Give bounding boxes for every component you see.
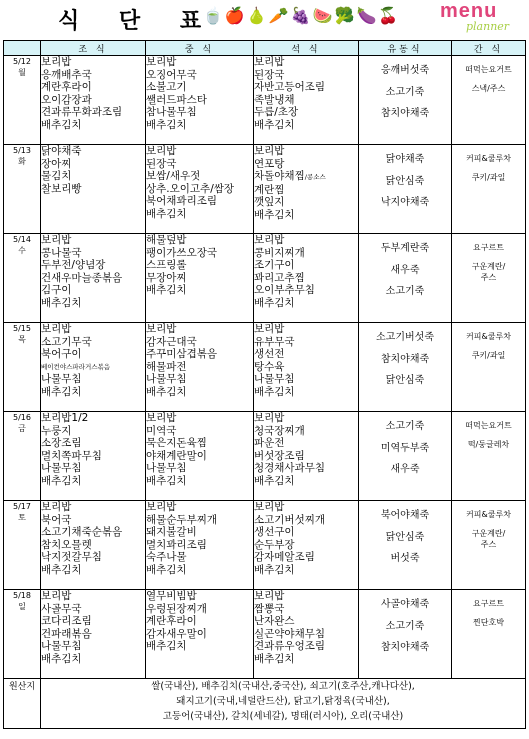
dish: 보리밥: [254, 590, 285, 602]
snack-item: 커피&쿨루차: [466, 154, 511, 163]
logo-text-planner: planner: [466, 20, 510, 33]
dish: 꽈리고추찜: [254, 271, 305, 284]
lunch-cell: [146, 590, 254, 679]
dish: 오이부추무침: [254, 284, 315, 297]
dish: 보리밥: [254, 323, 285, 335]
dish: 감자새우말이: [146, 627, 207, 640]
dish: 무장아찌: [146, 271, 187, 284]
table-row: [4, 412, 526, 501]
dish: 생선전: [254, 348, 285, 361]
dish: 사골무국: [41, 602, 82, 615]
liquid-item: 두부계란죽: [380, 243, 430, 254]
snack-item: 요구르트: [473, 599, 504, 608]
day-cell: [4, 412, 41, 501]
dish: 해물순두부찌개: [146, 513, 218, 526]
dish: 배추김치: [41, 118, 82, 131]
breakfast-cell: [41, 234, 146, 323]
dinner-cell: [254, 590, 359, 679]
dish: 배추김치: [41, 652, 82, 665]
dish: 콩나물국: [41, 246, 82, 259]
dish: 야채계란말이: [146, 449, 207, 462]
snack-item: 스낵/주스: [471, 84, 506, 93]
dish: 감자근대국: [146, 335, 197, 348]
dish: 순두부장: [254, 538, 295, 551]
snack-cell: [452, 323, 526, 412]
dish: 배추김치: [146, 640, 187, 653]
origin-info: [41, 679, 526, 729]
table-row: [4, 323, 526, 412]
day-cell: [4, 501, 41, 590]
liquid-item: 소고기죽: [385, 620, 425, 632]
lunch-cell: [146, 501, 254, 590]
dish: 버섯장조림: [254, 449, 305, 462]
liquid-item: 소고기죽: [385, 421, 425, 432]
dish: 건새우마늘종볶음: [41, 271, 123, 284]
meal-table: [3, 40, 526, 729]
dish: 배추김치: [41, 474, 82, 487]
dish: 조기구이: [254, 259, 295, 272]
lunch-cell: [146, 234, 254, 323]
dish: 팽이가쓰오장국: [146, 246, 218, 259]
snack-item: 쿠키/과일: [471, 173, 506, 182]
weekday-label: 월: [18, 68, 26, 77]
liquid-item: 북어야채죽: [380, 510, 430, 521]
dish: 건파래볶음: [41, 627, 92, 640]
liquid-item: 닭안심죽: [385, 375, 425, 387]
dish: 쌜러드파스타: [146, 93, 207, 106]
table-row: [4, 590, 526, 679]
dish: 두릅/초장: [254, 106, 299, 119]
dish: 배추김치: [254, 474, 295, 487]
dish: 열무비빔밥: [146, 590, 197, 602]
dish: 참치오믈렛: [41, 538, 92, 551]
dinner-cell: [254, 234, 359, 323]
day-cell: [4, 590, 41, 679]
dish: 보리밥1/2: [41, 412, 89, 424]
dish: 유부무국: [254, 335, 295, 348]
dish: 보리밥: [146, 56, 177, 68]
dish: 두부전/양념장: [41, 259, 106, 272]
liquid-item: 참치야채죽: [380, 108, 430, 120]
liquid-meal-cell: [359, 590, 452, 679]
dish: 보리밥: [254, 412, 285, 424]
dish: 소고기채죽순볶음: [41, 526, 123, 539]
dish: 배추김치: [146, 207, 187, 220]
dish: 코다리조림: [41, 615, 92, 628]
liquid-meal-cell: [359, 501, 452, 590]
dish: 배추김치: [254, 296, 295, 309]
day-cell: [4, 56, 41, 145]
dish: 물김치: [41, 170, 72, 183]
day-cell: [4, 323, 41, 412]
liquid-meal-cell: [359, 145, 452, 234]
dish: 견과류무화과조림: [41, 106, 123, 119]
snack-item: 떠먹는요거트: [465, 65, 512, 74]
dish: 탕수육: [254, 360, 285, 373]
dish: 소불고기: [146, 81, 187, 94]
table-row: [4, 501, 526, 590]
liquid-item: 참치야채죽: [380, 353, 430, 365]
date-label: 5/18: [13, 591, 31, 600]
dish: 보리밥: [254, 234, 285, 246]
header-dinner: 석 식: [254, 41, 359, 56]
dish: 나물무침: [41, 373, 82, 386]
dish: 묵은지돈육찜: [146, 437, 207, 450]
dish: 소고기무국: [41, 335, 92, 348]
dish: 배추김치: [254, 563, 295, 576]
liquid-item: 소고기죽: [385, 86, 425, 98]
weekday-label: 화: [18, 157, 26, 166]
date-label: 5/13: [13, 146, 31, 155]
dish: 배추김치: [146, 118, 187, 131]
lunch-cell: [146, 56, 254, 145]
liquid-item: 닭안심죽: [385, 531, 425, 543]
liquid-meal-cell: [359, 234, 452, 323]
breakfast-cell: [41, 56, 146, 145]
snack-cell: [452, 590, 526, 679]
snack-item: 떡/둥글레차: [467, 440, 510, 449]
dish: 배추김치: [41, 563, 82, 576]
dish: 청국장찌개: [254, 424, 305, 437]
logo-text-menu: menu: [440, 0, 498, 22]
origin-line: 고등어(국내산), 갈치(세네갈), 명태(러시아), 오리(국내산): [162, 711, 404, 722]
snack-item: 요구르트: [473, 243, 504, 252]
liquid-item: 응깨버섯죽: [380, 65, 430, 76]
dish: 북어국: [41, 513, 72, 526]
dish: 보리밥: [41, 590, 72, 602]
dish: 소장조림: [41, 437, 82, 450]
snack-item-part: 구운계란/: [471, 529, 506, 538]
food-decoration-icons: 🍵🍎🍐🥕🍇🍉🥦🍆🍒: [203, 6, 401, 25]
liquid-item: 닭야채죽: [385, 154, 425, 165]
dish: 배추김치: [146, 385, 187, 398]
dish: 배추김치: [146, 284, 187, 297]
table-row: [4, 145, 526, 234]
liquid-item: 소고기죽: [385, 286, 425, 298]
header-snack: 간 식: [452, 41, 526, 56]
dish: 보리밥: [146, 323, 177, 335]
dish: 주꾸미삼겹볶음: [146, 348, 218, 361]
weekday-label: 수: [18, 246, 26, 255]
dish: 견과류우엉조림: [254, 640, 326, 653]
breakfast-cell: [41, 590, 146, 679]
snack-item: [452, 528, 525, 550]
snack-item-part: 주스: [480, 540, 497, 549]
dish: 돼지불갈비: [146, 526, 197, 539]
weekday-label: 목: [18, 335, 26, 344]
dish: 된장국: [146, 157, 177, 170]
snack-cell: [452, 501, 526, 590]
snack-item-part: 주스: [480, 273, 497, 282]
dish: 참나물무침: [146, 106, 197, 119]
origin-line: 쌀(국내산), 배추김치(국내산,중국산), 쇠고기(호주산,캐나다산),: [151, 681, 415, 692]
dish: 찰보리빵: [41, 182, 82, 195]
snack-item: 떠먹는요거트: [465, 421, 512, 430]
origin-label: 원산지: [4, 679, 41, 729]
lunch-cell: [146, 145, 254, 234]
snack-item: 커피&쿨루차: [466, 332, 511, 341]
header-lunch: 중 식: [146, 41, 254, 56]
dish: 오징어무국: [146, 68, 197, 81]
dish: 족발냉채: [254, 93, 295, 106]
dinner-cell: [254, 323, 359, 412]
dish: 스프링롤: [146, 259, 187, 272]
breakfast-cell: [41, 412, 146, 501]
dish: 보리밥: [41, 501, 72, 513]
snack-cell: [452, 145, 526, 234]
dinner-cell: [254, 145, 359, 234]
header-breakfast: 조 식: [41, 41, 146, 56]
liquid-meal-cell: [359, 412, 452, 501]
breakfast-cell: [41, 145, 146, 234]
dish: 파운전: [254, 437, 285, 450]
dish: 닭야채죽: [41, 145, 82, 157]
liquid-item: 닭안심죽: [385, 175, 425, 187]
dish: 보쌈/새우젓: [146, 170, 201, 183]
dish: 계란후라이: [41, 81, 92, 94]
dish: 보리밥: [146, 412, 177, 424]
liquid-item: 버섯죽: [390, 553, 420, 565]
dish: 미역국: [146, 424, 177, 437]
breakfast-cell: [41, 501, 146, 590]
dish: 청경채사과무침: [254, 462, 326, 475]
dish: 나물무침: [146, 462, 187, 475]
snack-cell: [452, 412, 526, 501]
dish: 보리밥: [146, 145, 177, 157]
liquid-item: 낙지야채죽: [380, 197, 430, 209]
day-cell: [4, 145, 41, 234]
weekday-label: 일: [18, 602, 26, 611]
dish: 된장국: [254, 68, 285, 81]
dish: 누룽지: [41, 424, 72, 437]
dish: 나물무침: [146, 373, 187, 386]
weekday-label: 금: [18, 424, 26, 433]
dish: 보리밥: [146, 501, 177, 513]
dish: 감자메알조림: [254, 551, 315, 564]
dish: 생선구이: [254, 526, 295, 539]
dish: 북어구이: [41, 348, 82, 361]
date-label: 5/17: [13, 502, 31, 511]
header: [0, 0, 529, 40]
dish: 난자완스: [254, 615, 295, 628]
liquid-item: 참치야채죽: [380, 642, 430, 654]
dish: 배추김치: [254, 208, 295, 221]
weekday-label: 토: [18, 513, 26, 522]
date-label: 5/14: [13, 235, 31, 244]
dish: 나물무침: [41, 462, 82, 475]
dish: 숙주나물: [146, 551, 187, 564]
dish: 배추김치: [146, 563, 187, 576]
liquid-meal-cell: [359, 56, 452, 145]
dish: 해물덮밥: [146, 234, 187, 246]
lunch-cell: [146, 323, 254, 412]
day-cell: [4, 234, 41, 323]
date-label: 5/16: [13, 413, 31, 422]
table-row: [4, 234, 526, 323]
dish: 소고기버섯찌개: [254, 513, 326, 526]
header-liquid-meal: 유동식: [359, 41, 452, 56]
snack-item: 커피&쿨루차: [466, 510, 511, 519]
dish: 상추.오이고추/쌈장: [146, 182, 235, 195]
dish: 자반고등어조림: [254, 81, 326, 94]
snack-item: 쿠키/과일: [471, 351, 506, 360]
header-day: [4, 41, 41, 56]
breakfast-cell: [41, 323, 146, 412]
dish: [254, 170, 358, 184]
origin-row: [4, 679, 526, 729]
dish: 보리밥: [41, 56, 72, 68]
dish: 콩비지찌개: [254, 246, 305, 259]
dish: 우렁된장찌개: [146, 602, 207, 615]
snack-item-part: 구운계란/: [471, 262, 506, 271]
dinner-cell: [254, 56, 359, 145]
table-row: [4, 56, 526, 145]
dish: 배추김치: [41, 385, 82, 398]
dish: 깻잎지: [254, 196, 285, 209]
snack-cell: [452, 56, 526, 145]
dish: 멸치쪽파무침: [41, 449, 102, 462]
snack-cell: [452, 234, 526, 323]
liquid-item: 새우죽: [390, 464, 420, 476]
dish: 보리밥: [41, 323, 72, 335]
dish: 배추김치: [254, 652, 295, 665]
dish: 계란후라이: [146, 615, 197, 628]
dish: 김구이: [41, 284, 72, 297]
dish: 보리밥: [254, 501, 285, 513]
lunch-cell: [146, 412, 254, 501]
dish: 계란찜: [254, 183, 285, 196]
dish: 나물무침: [41, 640, 82, 653]
dish: 북어채꽈리조림: [146, 195, 218, 208]
dish: 실곤약야채무침: [254, 627, 326, 640]
dish: 배추김치: [254, 118, 295, 131]
dish: 보리밥: [254, 56, 285, 68]
page-title: 식 단 표: [58, 9, 218, 34]
dish: 해물파전: [146, 360, 187, 373]
dish: 나물무침: [254, 373, 295, 386]
liquid-item: 미역두부죽: [380, 442, 430, 454]
dinner-cell: [254, 412, 359, 501]
dish-note: /콩소스: [304, 173, 326, 182]
dish: 차돌야채찜: [254, 170, 305, 183]
dish: 낙지젓갈무침: [41, 551, 102, 564]
dish: 보리밥: [41, 234, 72, 246]
dish: 장아찌: [41, 157, 72, 170]
origin-line: 돼지고기(국내,네덜란드산), 닭고기,닭정육(국내산),: [176, 696, 390, 707]
menu-planner-logo: [440, 0, 526, 38]
table-header-row: [4, 41, 526, 56]
dish: 베이컨야스파라거스볶음: [41, 362, 111, 371]
snack-item: 찐단호박: [473, 618, 504, 627]
dish: 연포탕: [254, 157, 285, 170]
snack-item: [452, 261, 525, 283]
dish: 짬뽕국: [254, 602, 285, 615]
dish: 오이감장과: [41, 93, 92, 106]
liquid-meal-cell: [359, 323, 452, 412]
liquid-item: 소고기버섯죽: [376, 332, 434, 343]
dish: 멸치꽈리조림: [146, 538, 207, 551]
date-label: 5/12: [13, 57, 31, 66]
liquid-item: 새우죽: [390, 264, 420, 276]
date-label: 5/15: [13, 324, 31, 333]
dinner-cell: [254, 501, 359, 590]
dish: 보리밥: [254, 145, 285, 157]
liquid-item: 사골야채죽: [380, 599, 430, 610]
dish: 배추김치: [254, 385, 295, 398]
dish: 배추김치: [41, 296, 82, 309]
dish: 배추김치: [146, 474, 187, 487]
dish: 응깨배추국: [41, 68, 92, 81]
